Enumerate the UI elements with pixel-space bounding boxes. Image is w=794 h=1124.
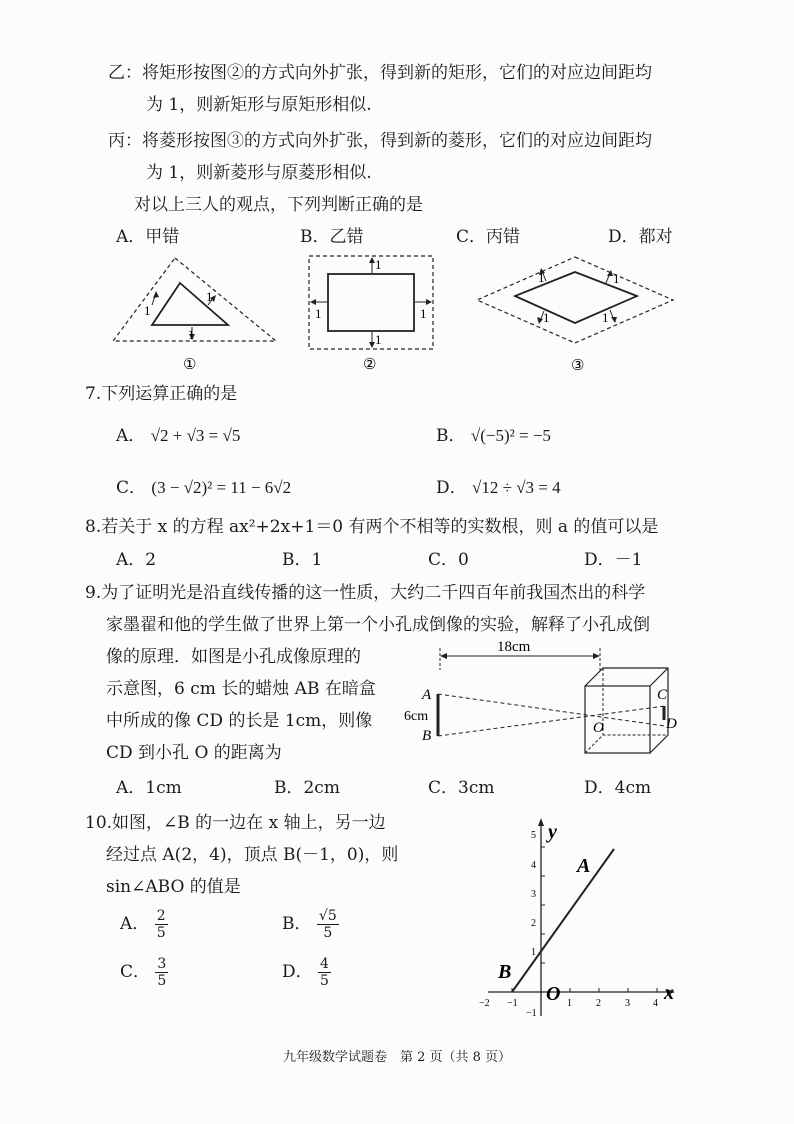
figure-label-1: ① xyxy=(183,357,197,373)
q10-option-c-num: 3 xyxy=(157,956,167,972)
dist-label-left: 1 xyxy=(315,306,322,321)
dist-label-1: 1 xyxy=(144,303,151,318)
q9-line4: 示意图，6 cm 长的蜡烛 AB 在暗盒 xyxy=(106,679,376,699)
x-tick-4: 4 xyxy=(653,998,658,1009)
ray-ba xyxy=(512,849,614,992)
q9-line6: CD 到小孔 O 的距离为 xyxy=(106,743,282,763)
q7-option-a-label: A． xyxy=(116,426,146,446)
q6-yi-line1: 乙：将矩形按图②的方式向外扩张，得到新的矩形，它们的对应边间距均 xyxy=(108,63,652,83)
y-tick-4: 4 xyxy=(531,860,536,871)
q10-option-c-label: C． xyxy=(120,962,151,982)
q10-option-b-num: √5 xyxy=(318,908,337,924)
q9-line1: 9.为了证明光是沿直线传播的这一性质，大约二千四百年前我国杰出的科学 xyxy=(85,583,646,603)
q8-option-a: A．2 xyxy=(116,550,157,570)
y-axis-label: y xyxy=(548,821,557,843)
q6-bing-line2: 为 1，则新菱形与原菱形相似. xyxy=(146,163,372,183)
q10-line1: 10.如图，∠B 的一边在 x 轴上，另一边 xyxy=(85,813,386,833)
q9-line3: 像的原理．如图是小孔成像原理的 xyxy=(106,647,361,667)
q10-option-d-num: 4 xyxy=(320,956,329,972)
figure-rhombus xyxy=(474,255,674,380)
y-tick-3: 3 xyxy=(531,889,536,900)
q10-option-a-fraction xyxy=(155,908,168,941)
figure-rectangle xyxy=(306,254,436,379)
q7-option-d-expr: √12 ÷ √3 = 4 xyxy=(472,478,561,497)
q10-option-b-fraction xyxy=(317,908,339,941)
point-a-label: A xyxy=(577,855,591,877)
dist-label-br: 1 xyxy=(602,310,609,325)
outer-triangle xyxy=(113,258,276,341)
q9-line2: 家墨翟和他的学生做了世界上第一个小孔成倒像的实验，解释了小孔成倒 xyxy=(106,615,650,635)
distance-label: 18cm xyxy=(497,639,531,655)
pinhole-diagram xyxy=(400,640,690,770)
figure-label-2: ② xyxy=(363,357,377,373)
q10-option-d xyxy=(282,956,331,989)
q8-option-d: D．－1 xyxy=(584,550,643,570)
q7-option-c xyxy=(116,476,291,500)
figure-triangle xyxy=(110,255,285,380)
q6-bing-line1: 丙：将菱形按图③的方式向外扩张，得到新的菱形，它们的对应边间距均 xyxy=(108,131,652,151)
x-tick-1: 1 xyxy=(567,998,572,1009)
point-o-label: O xyxy=(593,720,604,736)
figure-label-3: ③ xyxy=(571,358,585,374)
q7-option-a xyxy=(116,424,240,448)
q10-option-a-den: 5 xyxy=(156,925,166,941)
y-tick-2: 2 xyxy=(531,918,536,929)
q10-option-c xyxy=(120,956,168,989)
q7-stem: 7.下列运算正确的是 xyxy=(85,384,238,404)
q6-question: 对以上三人的观点，下列判断正确的是 xyxy=(134,195,423,215)
dist-label-tl: 1 xyxy=(538,270,545,285)
point-d-label: D xyxy=(666,716,677,732)
dist-label-2: 1 xyxy=(206,289,213,304)
q9-option-d: D．4cm xyxy=(584,778,652,798)
dist-label-bottom: 1 xyxy=(375,332,382,347)
point-c-label: C xyxy=(657,687,668,703)
q7-option-a-expr: √2 + √3 = √5 xyxy=(150,426,241,445)
y-tick-1: 1 xyxy=(531,947,536,958)
q10-option-a-num: 2 xyxy=(156,908,166,924)
q8-option-b: B．1 xyxy=(282,550,323,570)
x-tick-neg1: −1 xyxy=(507,998,518,1009)
q10-option-c-fraction xyxy=(155,956,168,989)
q7-option-c-label: C． xyxy=(116,478,147,498)
q10-option-a-label: A． xyxy=(120,914,150,934)
q10-line2: 经过点 A(2，4)，顶点 B(－1，0)，则 xyxy=(106,845,399,865)
coordinate-graph xyxy=(478,816,683,1026)
q10-option-c-den: 5 xyxy=(157,973,167,989)
x-axis-label: x xyxy=(664,982,674,1004)
inner-rectangle xyxy=(328,274,414,331)
dist-label-right: 1 xyxy=(420,306,427,321)
outer-rhombus xyxy=(477,257,673,343)
q9-line5: 中所成的像 CD 的长是 1cm，则像 xyxy=(106,711,373,731)
q7-option-d xyxy=(436,476,561,500)
q7-option-b-expr: √(−5)² = −5 xyxy=(470,426,551,445)
y-tick-neg1: −1 xyxy=(526,1008,537,1019)
q10-option-b xyxy=(282,908,339,941)
dist-label-tr: 1 xyxy=(613,271,620,286)
page-footer: 九年级数学试题卷 第 2 页（共 8 页） xyxy=(282,1050,512,1065)
dist-label-top: 1 xyxy=(375,257,382,272)
point-b-label: B xyxy=(422,728,432,744)
q6-option-d: D．都对 xyxy=(608,227,673,247)
y-tick-5: 5 xyxy=(531,830,536,841)
q10-option-a xyxy=(120,908,168,941)
x-tick-2: 2 xyxy=(596,998,601,1009)
q10-option-d-fraction xyxy=(318,956,331,989)
q10-line3: sin∠ABO 的值是 xyxy=(106,877,241,897)
point-b-label: B xyxy=(498,961,512,983)
x-tick-neg2: −2 xyxy=(479,998,490,1009)
q10-option-d-label: D． xyxy=(282,962,313,982)
point-a-label: A xyxy=(422,687,432,703)
q7-option-b xyxy=(436,424,551,448)
q7-option-c-expr: (3 − √2)² = 11 − 6√2 xyxy=(151,478,292,497)
q6-option-c: C．丙错 xyxy=(456,227,521,247)
q10-option-d-den: 5 xyxy=(320,973,329,989)
q10-option-b-den: 5 xyxy=(323,925,333,941)
origin-label: O xyxy=(546,983,561,1005)
q8-option-c: C．0 xyxy=(428,550,469,570)
dist-label-bl: 1 xyxy=(543,310,550,325)
q6-option-b: B．乙错 xyxy=(300,227,364,247)
dist-label-3: 1 xyxy=(188,327,195,342)
inner-triangle xyxy=(152,283,228,325)
q9-option-b: B．2cm xyxy=(274,778,340,798)
q7-option-d-label: D． xyxy=(436,478,467,498)
q9-option-a: A．1cm xyxy=(116,778,182,798)
q10-option-b-label: B． xyxy=(282,914,312,934)
q6-option-a: A．甲错 xyxy=(116,227,180,247)
q7-option-b-label: B． xyxy=(436,426,466,446)
candle-height-label: 6cm xyxy=(404,709,429,724)
q8-stem: 8.若关于 x 的方程 ax²+2x+1＝0 有两个不相等的实数根，则 a 的值可以是 xyxy=(85,517,659,537)
x-tick-3: 3 xyxy=(625,998,630,1009)
q6-yi-line2: 为 1，则新矩形与原矩形相似. xyxy=(146,95,372,115)
q9-option-c: C．3cm xyxy=(428,778,495,798)
